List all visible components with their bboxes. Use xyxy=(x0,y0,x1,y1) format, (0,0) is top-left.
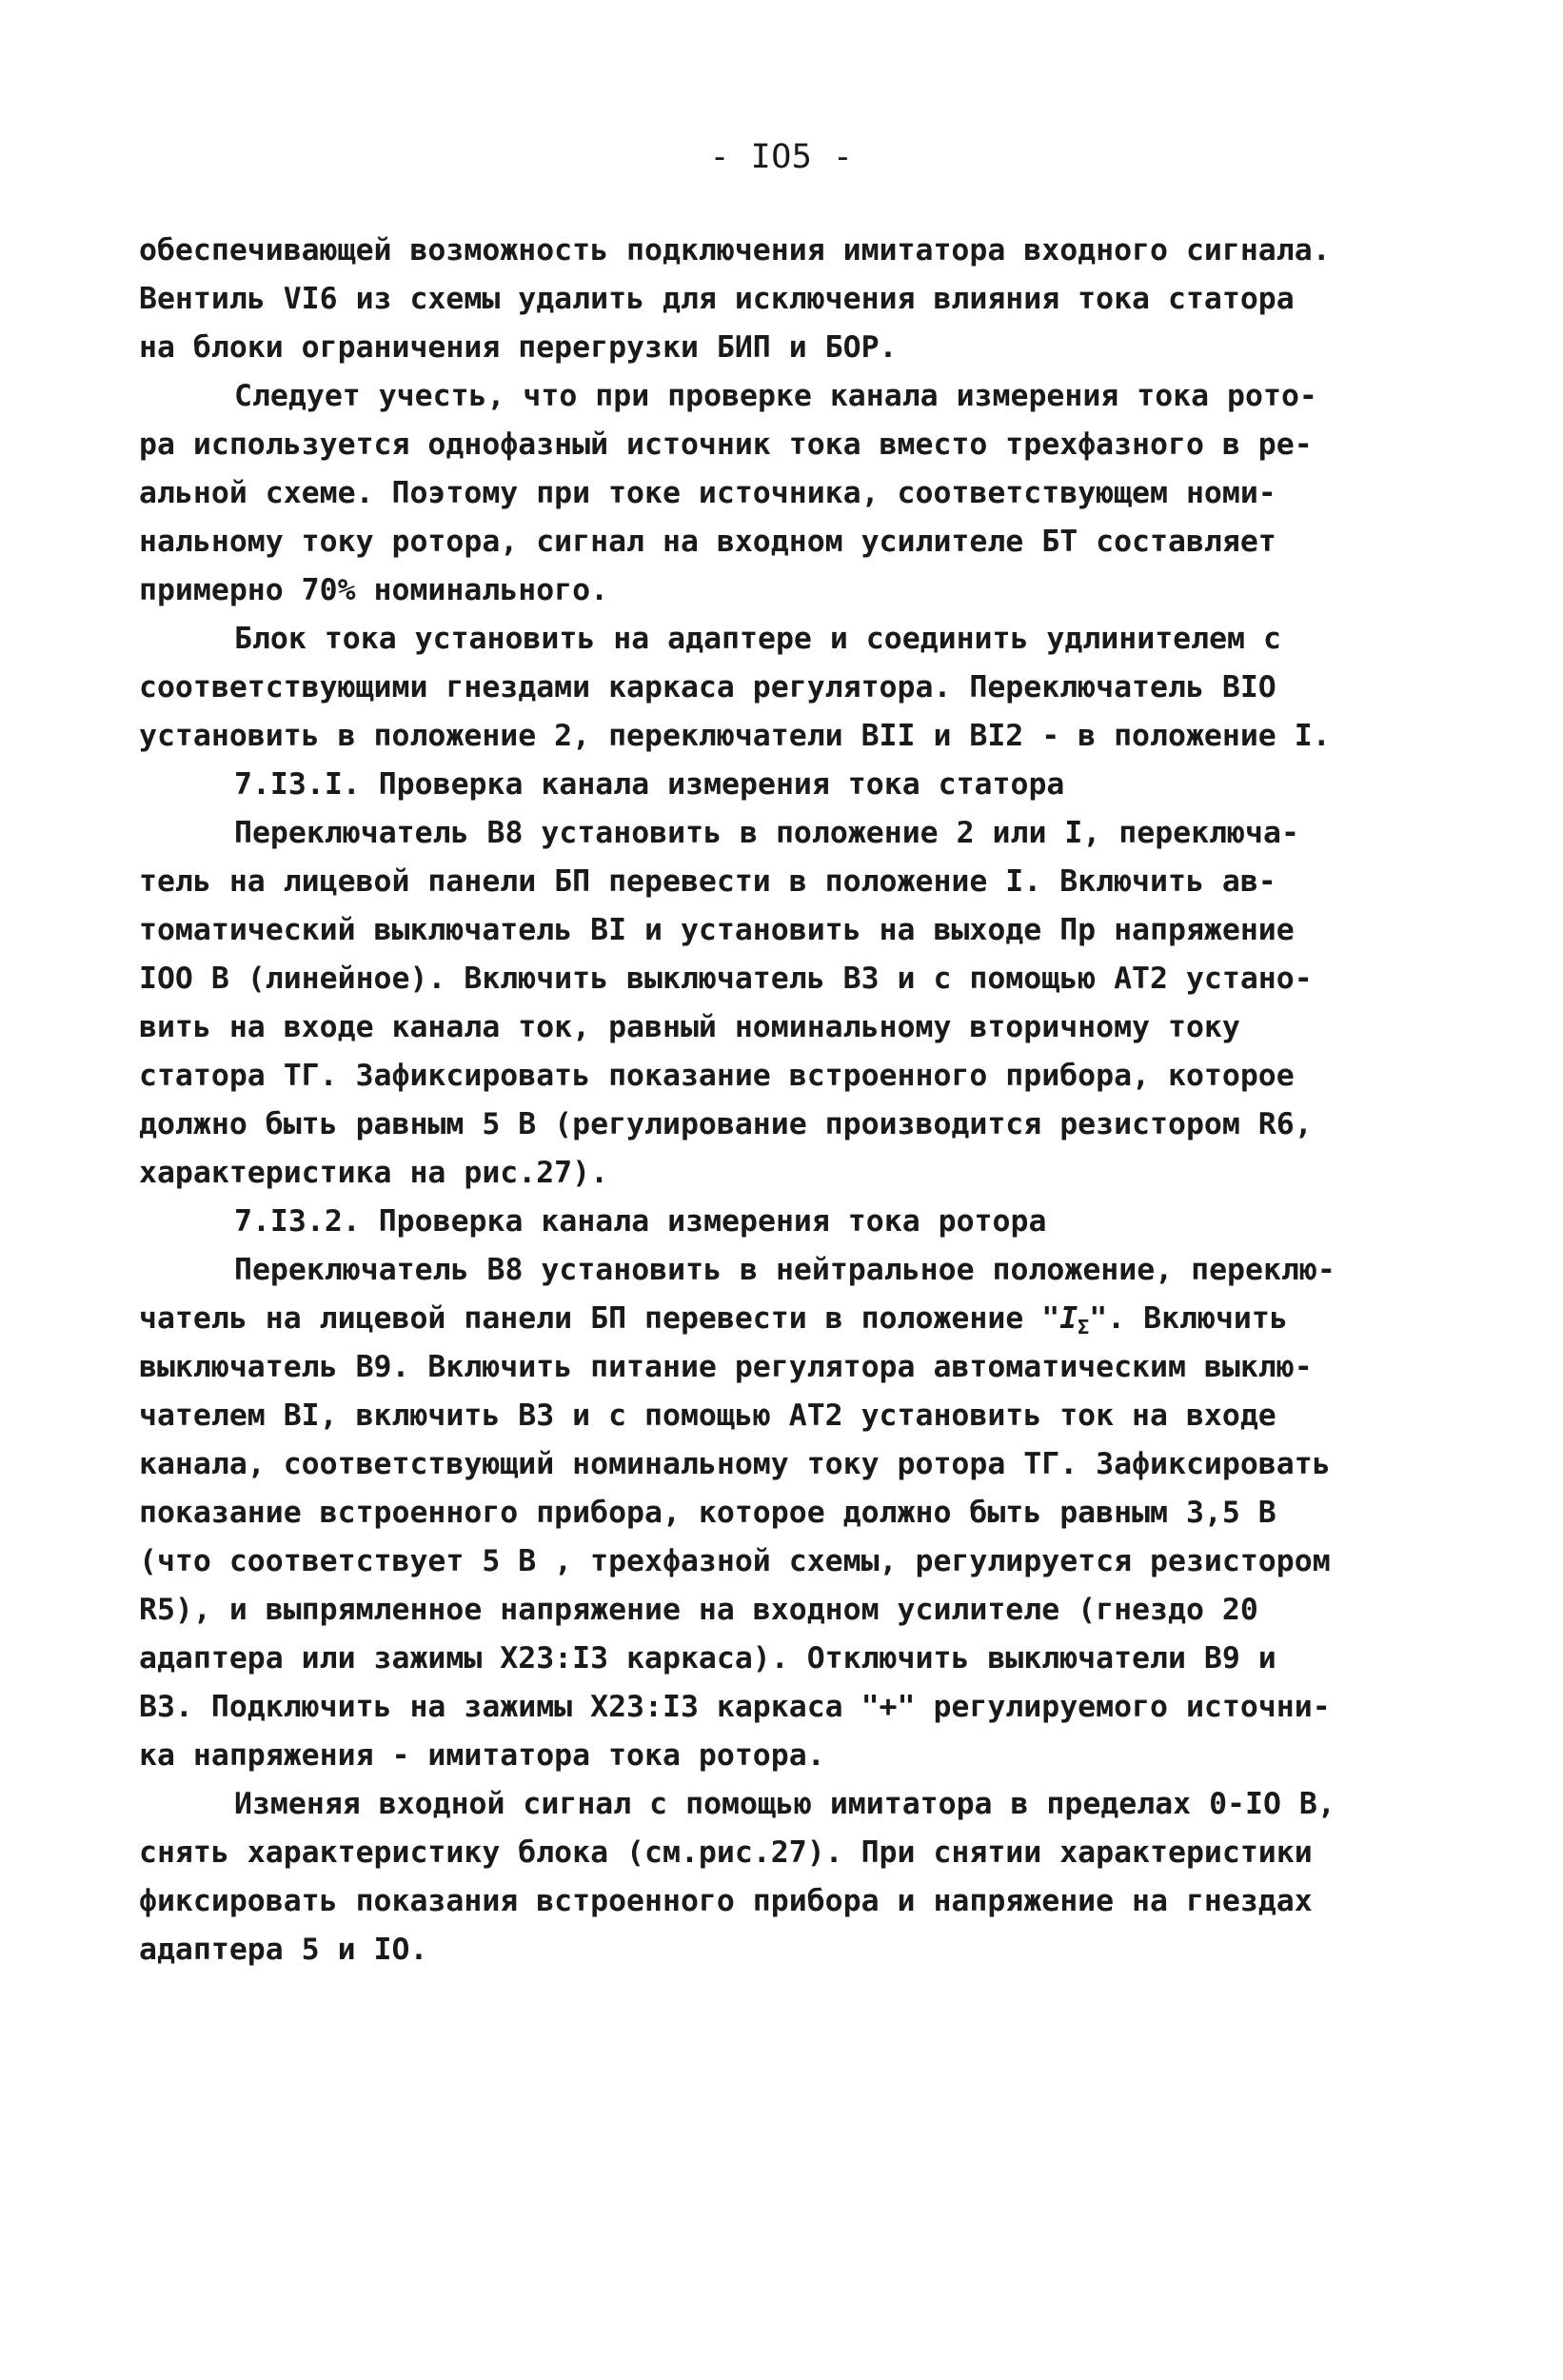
text-line: выключатель B9. Включить питание регулятора автоматическим выклю- xyxy=(139,1350,1313,1384)
document-body xyxy=(139,227,1424,1974)
text-line: адаптера или зажимы X23:I3 каркаса). Отключить выключатели B9 и xyxy=(139,1641,1276,1676)
text-line: соответствующими гнездами каркаса регулятора. Переключатель BIO xyxy=(139,670,1276,704)
text-line: ка напряжения - имитатора тока ротора. xyxy=(139,1738,825,1773)
text-fragment: чатель на лицевой панели БП перевести в положение " xyxy=(139,1301,1060,1336)
text-line: альной схеме. Поэтому при токе источника, соответствующем номи- xyxy=(139,476,1276,510)
text-line-with-formula xyxy=(139,1295,1424,1343)
text-line: характеристика на рис.27). xyxy=(139,1156,609,1190)
text-line: R5), и выпрямленное напряжение на входном усилителе (гнездо 20 xyxy=(139,1593,1258,1627)
section-heading: 7.I3.I. Проверка канала измерения тока статора xyxy=(234,767,1065,802)
text-line: Переключатель B8 установить в нейтральное положение, переклю- xyxy=(234,1253,1335,1287)
text-line: томатический выключатель BI и установить на выходе Пр напряжение xyxy=(139,913,1295,947)
text-line: показание встроенного прибора, которое должно быть равным 3,5 B xyxy=(139,1496,1276,1530)
text-fragment: ". Включить xyxy=(1089,1301,1288,1336)
text-line: Переключатель B8 установить в положение 2 или I, переключа- xyxy=(234,816,1299,850)
text-line: ра используется однофазный источник тока вместо трехфазного в ре- xyxy=(139,427,1313,462)
text-line: вить на входе канала ток, равный номинальному вторичному току xyxy=(139,1010,1240,1044)
text-line: канала, соответствующий номинальному току ротора ТГ. Зафиксировать xyxy=(139,1447,1331,1481)
current-subscript: Σ xyxy=(1078,1316,1090,1339)
text-line: Изменяя входной сигнал с помощью имитатора в пределах 0-IO B, xyxy=(234,1787,1335,1821)
text-line: чателем BI, включить B3 и с помощью AT2 установить ток на входе xyxy=(139,1398,1276,1433)
section-heading: 7.I3.2. Проверка канала измерения тока ротора xyxy=(234,1204,1047,1239)
text-line: примерно 70% номинального. xyxy=(139,573,609,607)
text-line: IOO B (линейное). Включить выключатель B3 и с помощью AT2 устано- xyxy=(139,962,1313,996)
text-line: обеспечивающей возможность подключения имитатора входного сигнала. xyxy=(139,233,1331,268)
text-line: статора ТГ. Зафиксировать показание встроенного прибора, которое xyxy=(139,1059,1295,1093)
text-line: Следует учесть, что при проверке канала измерения тока рото- xyxy=(234,379,1317,413)
text-line: адаптера 5 и IO. xyxy=(139,1933,428,1967)
text-line: B3. Подключить на зажимы X23:I3 каркаса "+" регулируемого источни- xyxy=(139,1690,1331,1724)
text-line: Блок тока установить на адаптере и соединить удлинителем с xyxy=(234,622,1281,656)
text-line: фиксировать показания встроенного прибора и напряжение на гнездах xyxy=(139,1884,1313,1918)
text-line: снять характеристику блока (см.рис.27). При снятии характеристики xyxy=(139,1835,1313,1870)
text-line: (что соответствует 5 B , трехфазной схемы, регулируется резистором xyxy=(139,1544,1331,1578)
text-line: на блоки ограничения перегрузки БИП и БОР. xyxy=(139,330,898,365)
text-line: нальному току ротора, сигнал на входном усилителе БТ составляет xyxy=(139,525,1276,559)
text-line: установить в положение 2, переключатели BII и BI2 - в положение I. xyxy=(139,719,1331,753)
text-line: должно быть равным 5 B (регулирование производится резистором R6, xyxy=(139,1107,1313,1141)
text-line: Вентиль VI6 из схемы удалить для исключения влияния тока статора xyxy=(139,282,1295,316)
page-number: - IO5 - xyxy=(709,138,854,176)
text-line: тель на лицевой панели БП перевести в положение I. Включить ав- xyxy=(139,864,1276,899)
current-symbol: I xyxy=(1059,1301,1078,1336)
